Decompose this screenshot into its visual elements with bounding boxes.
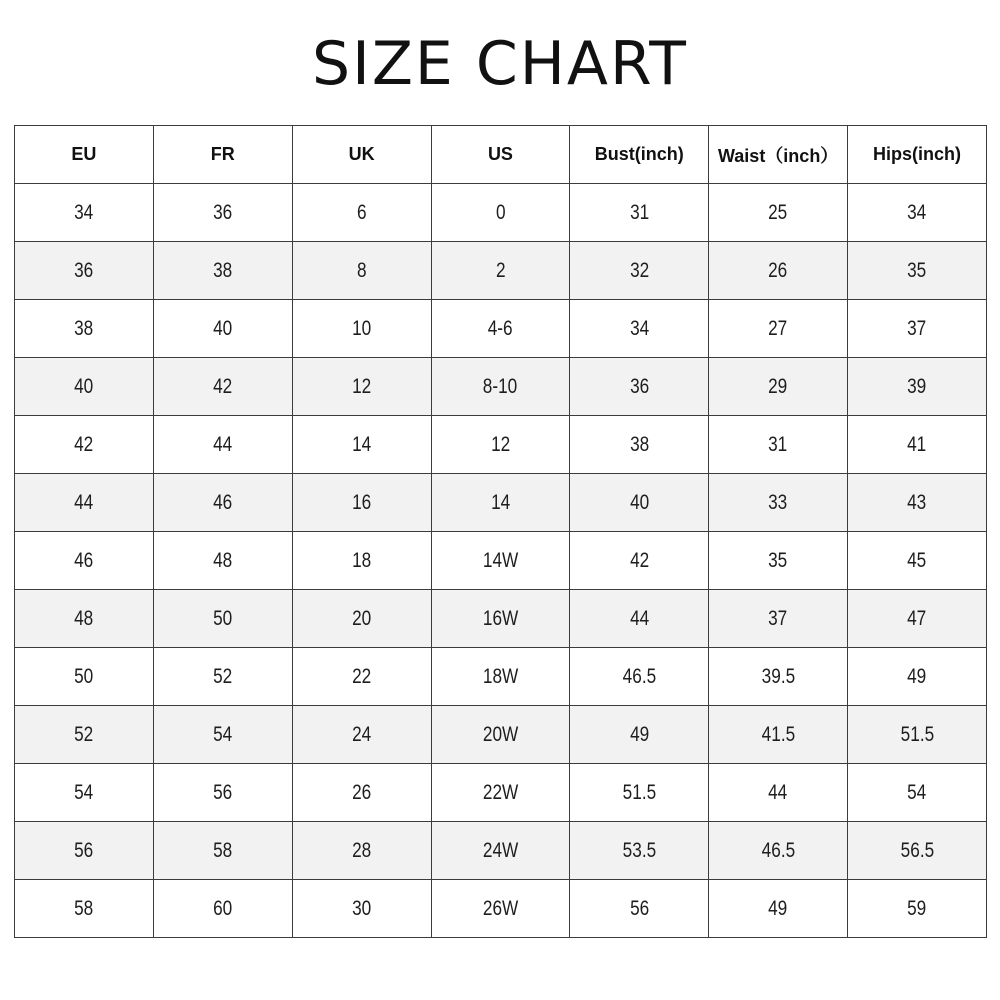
table-cell-eu: [15, 184, 154, 242]
table-cell-waist: [709, 706, 848, 764]
table-cell-uk: [292, 474, 431, 532]
cell-value: 31: [768, 432, 788, 456]
cell-value: 20: [352, 606, 372, 630]
table-cell-us: [431, 764, 570, 822]
cell-value: 56: [74, 838, 94, 862]
table-cell-hips: [848, 648, 987, 706]
header-row: [15, 126, 987, 184]
cell-value: 27: [768, 316, 788, 340]
table-cell-us: [431, 474, 570, 532]
table-row: [15, 822, 987, 880]
cell-value: 26: [352, 780, 372, 804]
cell-value: 44: [74, 490, 94, 514]
cell-value: 29: [768, 374, 788, 398]
table-cell-bust: [570, 184, 709, 242]
table-cell-waist: [709, 474, 848, 532]
table-cell-fr: [153, 358, 292, 416]
cell-value: 44: [629, 606, 649, 630]
cell-value: 38: [74, 316, 94, 340]
table-cell-eu: [15, 474, 154, 532]
cell-value: 42: [74, 432, 94, 456]
column-header-waist: Waist（inch）: [709, 126, 848, 184]
cell-value: 48: [213, 548, 233, 572]
table-cell-bust: [570, 358, 709, 416]
table-cell-uk: [292, 184, 431, 242]
table-body: [15, 184, 987, 938]
table-row: [15, 474, 987, 532]
cell-value: 0: [495, 200, 506, 224]
cell-value: 54: [213, 722, 233, 746]
column-header-us: US: [431, 126, 570, 184]
cell-value: 53.5: [622, 838, 657, 862]
table-cell-fr: [153, 242, 292, 300]
table-cell-hips: [848, 590, 987, 648]
table-cell-fr: [153, 822, 292, 880]
column-header-bust: Bust(inch): [570, 126, 709, 184]
table-cell-hips: [848, 358, 987, 416]
cell-value: 16: [352, 490, 372, 514]
cell-value: 42: [629, 548, 649, 572]
table-cell-uk: [292, 300, 431, 358]
cell-value: 4-6: [487, 316, 513, 340]
table-cell-hips: [848, 822, 987, 880]
table-cell-uk: [292, 706, 431, 764]
table-cell-us: [431, 880, 570, 938]
table-cell-uk: [292, 822, 431, 880]
cell-value: 33: [768, 490, 788, 514]
table-cell-us: [431, 590, 570, 648]
cell-value: 20W: [482, 722, 519, 746]
column-header-uk: UK: [292, 126, 431, 184]
cell-value: 36: [629, 374, 649, 398]
cell-value: 44: [768, 780, 788, 804]
table-cell-eu: [15, 706, 154, 764]
table-cell-bust: [570, 764, 709, 822]
cell-value: 43: [907, 490, 927, 514]
table-cell-bust: [570, 880, 709, 938]
table-cell-bust: [570, 474, 709, 532]
cell-value: 8: [356, 258, 367, 282]
table-cell-us: [431, 822, 570, 880]
table-cell-waist: [709, 358, 848, 416]
cell-value: 16W: [482, 606, 519, 630]
table-cell-uk: [292, 880, 431, 938]
cell-value: 35: [768, 548, 788, 572]
table-cell-bust: [570, 590, 709, 648]
table-row: [15, 706, 987, 764]
cell-value: 34: [74, 200, 94, 224]
cell-value: 30: [352, 896, 372, 920]
cell-value: 34: [629, 316, 649, 340]
size-chart-table: [14, 125, 987, 938]
table-cell-hips: [848, 300, 987, 358]
table-cell-bust: [570, 706, 709, 764]
cell-value: 35: [907, 258, 927, 282]
cell-value: 47: [907, 606, 927, 630]
table-cell-uk: [292, 590, 431, 648]
table-row: [15, 532, 987, 590]
table-cell-fr: [153, 880, 292, 938]
cell-value: 31: [629, 200, 649, 224]
cell-value: 14W: [482, 548, 519, 572]
table-cell-uk: [292, 532, 431, 590]
cell-value: 40: [213, 316, 233, 340]
table-cell-waist: [709, 822, 848, 880]
table-cell-us: [431, 532, 570, 590]
cell-value: 18W: [482, 664, 519, 688]
table-cell-waist: [709, 764, 848, 822]
table-row: [15, 416, 987, 474]
table-cell-bust: [570, 416, 709, 474]
cell-value: 28: [352, 838, 372, 862]
table-row: [15, 300, 987, 358]
cell-value: 56: [629, 896, 649, 920]
cell-value: 25: [768, 200, 788, 224]
table-cell-waist: [709, 300, 848, 358]
cell-value: 49: [907, 664, 927, 688]
table-row: [15, 648, 987, 706]
table-cell-hips: [848, 416, 987, 474]
table-cell-fr: [153, 706, 292, 764]
table-cell-eu: [15, 532, 154, 590]
table-cell-bust: [570, 242, 709, 300]
table-cell-us: [431, 242, 570, 300]
cell-value: 60: [213, 896, 233, 920]
cell-value: 51.5: [900, 722, 934, 746]
table-cell-hips: [848, 764, 987, 822]
cell-value: 14: [490, 490, 511, 514]
cell-value: 24: [352, 722, 372, 746]
cell-value: 39.5: [761, 664, 795, 688]
table-row: [15, 590, 987, 648]
cell-value: 51.5: [622, 780, 657, 804]
table-cell-bust: [570, 532, 709, 590]
cell-value: 10: [352, 316, 372, 340]
cell-value: 18: [352, 548, 372, 572]
table-cell-uk: [292, 648, 431, 706]
table-cell-us: [431, 648, 570, 706]
cell-value: 39: [907, 374, 927, 398]
cell-value: 44: [213, 432, 233, 456]
cell-value: 22: [352, 664, 372, 688]
cell-value: 52: [213, 664, 233, 688]
column-header-hips: Hips(inch): [848, 126, 987, 184]
cell-value: 32: [629, 258, 649, 282]
table-cell-hips: [848, 880, 987, 938]
table-cell-hips: [848, 706, 987, 764]
cell-value: 49: [629, 722, 649, 746]
cell-value: 50: [74, 664, 94, 688]
cell-value: 40: [629, 490, 649, 514]
cell-value: 34: [907, 200, 927, 224]
table-cell-waist: [709, 184, 848, 242]
cell-value: 41.5: [761, 722, 795, 746]
table-cell-us: [431, 706, 570, 764]
cell-value: 58: [74, 896, 94, 920]
cell-value: 26W: [482, 896, 519, 920]
cell-value: 12: [352, 374, 372, 398]
cell-value: 46: [74, 548, 94, 572]
table-cell-waist: [709, 880, 848, 938]
table-cell-uk: [292, 358, 431, 416]
cell-value: 56.5: [900, 838, 934, 862]
cell-value: 50: [213, 606, 233, 630]
table-cell-hips: [848, 474, 987, 532]
cell-value: 59: [907, 896, 927, 920]
table-cell-us: [431, 184, 570, 242]
column-header-fr: FR: [153, 126, 292, 184]
cell-value: 36: [74, 258, 94, 282]
table-cell-eu: [15, 764, 154, 822]
cell-value: 48: [74, 606, 94, 630]
cell-value: 46: [213, 490, 233, 514]
table-cell-uk: [292, 764, 431, 822]
cell-value: 46.5: [761, 838, 795, 862]
cell-value: 52: [74, 722, 94, 746]
cell-value: 54: [907, 780, 927, 804]
cell-value: 58: [213, 838, 233, 862]
cell-value: 37: [768, 606, 788, 630]
table-cell-waist: [709, 648, 848, 706]
table-cell-waist: [709, 416, 848, 474]
table-cell-us: [431, 300, 570, 358]
cell-value: 38: [629, 432, 649, 456]
table-row: [15, 242, 987, 300]
cell-value: 37: [907, 316, 927, 340]
cell-value: 12: [490, 432, 511, 456]
cell-value: 41: [907, 432, 927, 456]
cell-value: 26: [768, 258, 788, 282]
table-cell-eu: [15, 880, 154, 938]
table-cell-bust: [570, 300, 709, 358]
cell-value: 36: [213, 200, 233, 224]
cell-value: 42: [213, 374, 233, 398]
table-cell-fr: [153, 300, 292, 358]
table-cell-uk: [292, 416, 431, 474]
cell-value: 56: [213, 780, 233, 804]
table-cell-hips: [848, 184, 987, 242]
table-cell-eu: [15, 358, 154, 416]
table-cell-hips: [848, 532, 987, 590]
cell-value: 54: [74, 780, 94, 804]
table-row: [15, 880, 987, 938]
cell-value: 8-10: [483, 374, 518, 398]
table-cell-fr: [153, 532, 292, 590]
cell-value: 49: [768, 896, 788, 920]
cell-value: 22W: [482, 780, 519, 804]
table-header: [15, 126, 987, 184]
table-cell-us: [431, 358, 570, 416]
cell-value: 45: [907, 548, 927, 572]
table-cell-fr: [153, 648, 292, 706]
table-cell-fr: [153, 590, 292, 648]
table-row: [15, 184, 987, 242]
cell-value: 24W: [482, 838, 519, 862]
table-cell-fr: [153, 764, 292, 822]
cell-value: 46.5: [622, 664, 657, 688]
column-header-eu: EU: [15, 126, 154, 184]
cell-value: 6: [356, 200, 367, 224]
table-cell-waist: [709, 590, 848, 648]
cell-value: 40: [74, 374, 94, 398]
table-cell-fr: [153, 184, 292, 242]
table-cell-bust: [570, 648, 709, 706]
table-row: [15, 358, 987, 416]
table-cell-waist: [709, 532, 848, 590]
table-cell-fr: [153, 474, 292, 532]
cell-value: 38: [213, 258, 233, 282]
table-row: [15, 764, 987, 822]
table-cell-eu: [15, 416, 154, 474]
cell-value: 2: [495, 258, 506, 282]
table-cell-eu: [15, 590, 154, 648]
table-cell-eu: [15, 648, 154, 706]
table-cell-hips: [848, 242, 987, 300]
table-cell-us: [431, 416, 570, 474]
table-cell-eu: [15, 300, 154, 358]
table-cell-fr: [153, 416, 292, 474]
table-cell-bust: [570, 822, 709, 880]
table-cell-eu: [15, 242, 154, 300]
table-cell-eu: [15, 822, 154, 880]
page-title: SIZE CHART: [312, 29, 688, 99]
cell-value: 14: [352, 432, 372, 456]
table-cell-uk: [292, 242, 431, 300]
table-cell-waist: [709, 242, 848, 300]
